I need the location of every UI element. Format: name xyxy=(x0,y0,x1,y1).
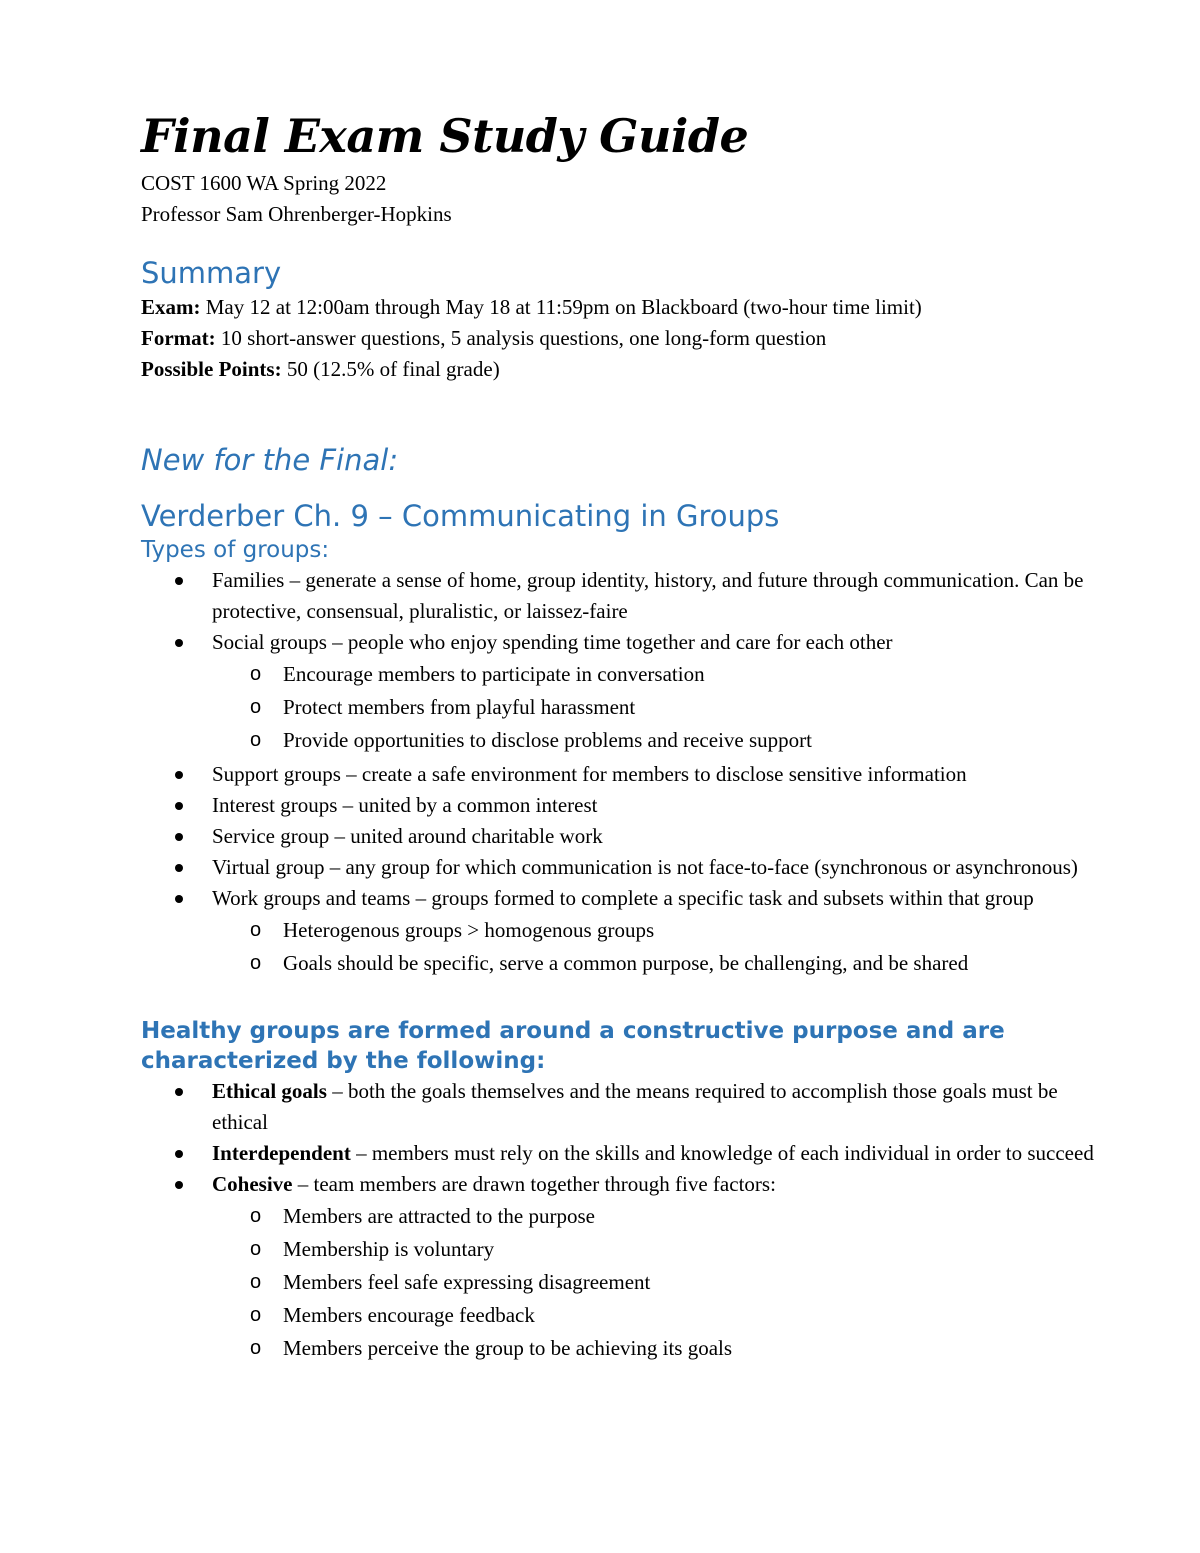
bullet-icon xyxy=(175,802,183,810)
term-label: Cohesive xyxy=(212,1172,293,1196)
bullet-icon xyxy=(175,895,183,903)
sublist-item xyxy=(212,691,1100,724)
chapter-heading: Verderber Ch. 9 – Communicating in Groups xyxy=(141,499,780,533)
sublist-item xyxy=(212,947,1100,980)
sublist-item-text: Encourage members to participate in conversation xyxy=(283,662,705,686)
list-item-text: Virtual group – any group for which communication is not face-to-face (synchronous or asynchronous) xyxy=(212,855,1078,879)
document-title: Final Exam Study Guide xyxy=(141,109,749,163)
sublist-item-text: Provide opportunities to disclose problems and receive support xyxy=(283,728,812,752)
list-item xyxy=(141,852,1100,883)
types-heading: Types of groups: xyxy=(141,537,330,563)
term-label: Ethical goals xyxy=(212,1079,327,1103)
circle-bullet-icon: o xyxy=(250,663,262,685)
bullet-icon xyxy=(175,1181,183,1189)
list-item xyxy=(141,1076,1100,1138)
course-line: COST 1600 WA Spring 2022 xyxy=(141,171,387,195)
list-item xyxy=(141,627,1100,757)
sublist-item xyxy=(212,658,1100,691)
healthy-list xyxy=(141,1076,1100,1365)
list-item-text: Service group – united around charitable work xyxy=(212,824,603,848)
sublist-item-text: Membership is voluntary xyxy=(283,1237,495,1261)
sublist-item xyxy=(212,1200,1100,1233)
types-list xyxy=(141,565,1100,980)
sublist-item xyxy=(212,724,1100,757)
new-for-final-heading: New for the Final: xyxy=(141,443,399,477)
bullet-icon xyxy=(175,1150,183,1158)
circle-bullet-icon: o xyxy=(250,696,262,718)
list-item xyxy=(141,790,1100,821)
sublist-item-text: Goals should be specific, serve a common purpose, be challenging, and be shared xyxy=(283,951,969,975)
list-item-text: Support groups – create a safe environment for members to disclose sensitive information xyxy=(212,762,967,786)
sublist-item xyxy=(212,1299,1100,1332)
sublist-item-text: Heterogenous groups > homogenous groups xyxy=(283,918,655,942)
exam-line xyxy=(141,292,1100,323)
sublist xyxy=(212,658,1100,757)
bullet-icon xyxy=(175,639,183,647)
list-item xyxy=(141,821,1100,852)
term-definition: – both the goals themselves and the means required to accomplish those goals must be ethical xyxy=(212,1079,1058,1134)
format-line xyxy=(141,323,1100,354)
circle-bullet-icon: o xyxy=(250,1271,262,1293)
circle-bullet-icon: o xyxy=(250,919,262,941)
term-label: Interdependent xyxy=(212,1141,351,1165)
sublist xyxy=(212,1200,1100,1365)
sublist-item-text: Members perceive the group to be achieving its goals xyxy=(283,1336,733,1360)
circle-bullet-icon: o xyxy=(250,952,262,974)
bullet-icon xyxy=(175,1088,183,1096)
term-definition: – team members are drawn together through five factors: xyxy=(292,1172,776,1196)
circle-bullet-icon: o xyxy=(250,1337,262,1359)
list-item xyxy=(141,1169,1100,1365)
summary-heading: Summary xyxy=(141,256,282,290)
points-label: Possible Points: xyxy=(141,357,282,381)
sublist-item-text: Protect members from playful harassment xyxy=(283,695,636,719)
sublist-item xyxy=(212,1266,1100,1299)
list-item xyxy=(141,565,1100,627)
list-item-text: Families – generate a sense of home, group identity, history, and future through communication. Can be protective, consensual, pluralistic, or laissez-faire xyxy=(212,568,1084,623)
list-item-text: Social groups – people who enjoy spending time together and care for each other xyxy=(212,630,893,654)
list-item xyxy=(141,759,1100,790)
sublist-item-text: Members encourage feedback xyxy=(283,1303,535,1327)
list-item-text: Interest groups – united by a common interest xyxy=(212,793,598,817)
circle-bullet-icon: o xyxy=(250,1205,262,1227)
format-label: Format: xyxy=(141,326,216,350)
sublist-item xyxy=(212,1332,1100,1365)
sublist-item xyxy=(212,914,1100,947)
circle-bullet-icon: o xyxy=(250,1238,262,1260)
format-value: 10 short-answer questions, 5 analysis questions, one long-form question xyxy=(215,326,827,350)
sublist-item xyxy=(212,1233,1100,1266)
sublist xyxy=(212,914,1100,980)
bullet-icon xyxy=(175,577,183,585)
term-definition: – members must rely on the skills and knowledge of each individual in order to succeed xyxy=(350,1141,1094,1165)
bullet-icon xyxy=(175,864,183,872)
bullet-icon xyxy=(175,771,183,779)
points-line xyxy=(141,354,1100,385)
professor-line: Professor Sam Ohrenberger-Hopkins xyxy=(141,202,452,226)
circle-bullet-icon: o xyxy=(250,729,262,751)
bullet-icon xyxy=(175,833,183,841)
sublist-item-text: Members are attracted to the purpose xyxy=(283,1204,595,1228)
sublist-item-text: Members feel safe expressing disagreement xyxy=(283,1270,651,1294)
exam-label: Exam: xyxy=(141,295,201,319)
exam-value: May 12 at 12:00am through May 18 at 11:59pm on Blackboard (two-hour time limit) xyxy=(200,295,922,319)
list-item xyxy=(141,1138,1100,1169)
circle-bullet-icon: o xyxy=(250,1304,262,1326)
list-item xyxy=(141,883,1100,980)
list-item-text: Work groups and teams – groups formed to complete a specific task and subsets within that group xyxy=(212,886,1034,910)
points-value: 50 (12.5% of final grade) xyxy=(281,357,500,381)
healthy-groups-heading: Healthy groups are formed around a constructive purpose and are characterized by the following: xyxy=(141,1018,1005,1074)
